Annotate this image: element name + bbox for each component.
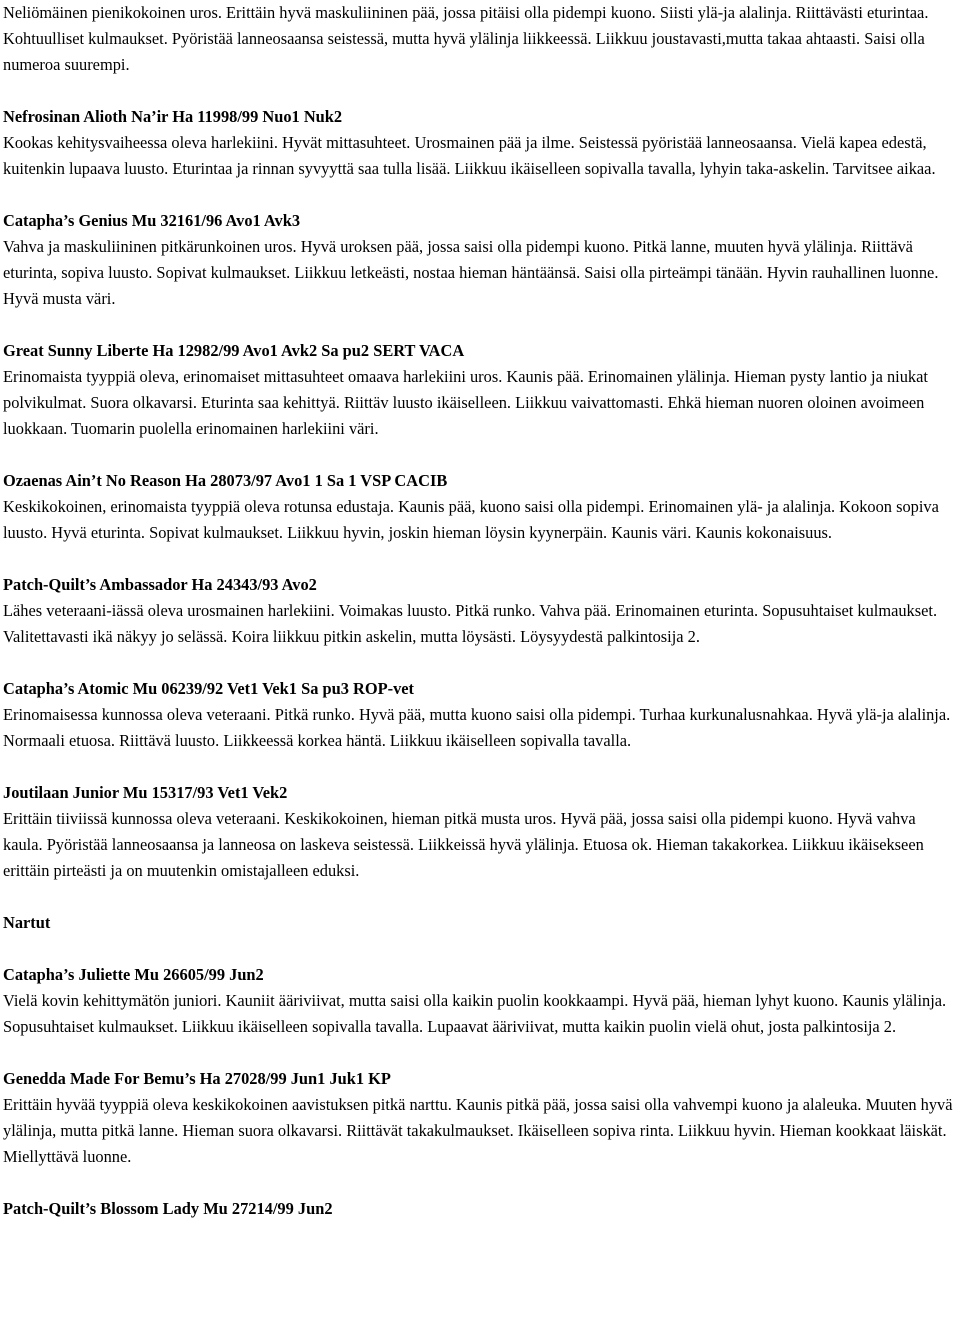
intro-critique-text: Neliömäinen pienikokoinen uros. Erittäin hyvä maskuliininen pää, jossa pitäisi olla pidempi kuono. Siisti ylä-ja alalinja. Riittävästi eturintaa. Kohtuulliset kulmaukset. Pyöristää lanneosaansa seistessä, mutta hyvä ylälinja liikkeessä. Liikkuu joustavasti,mutta takaa ahtaasti. Saisi olla numeroa suurempi. [3,3,929,74]
judge-critique-document [3,0,955,1222]
female-entry-1 [3,962,955,1040]
dog-entry-heading: Catapha’s Juliette Mu 26605/99 Jun2 [3,965,264,984]
male-entry-2 [3,208,955,312]
female-entry-2 [3,1066,955,1170]
dog-entry-heading: Patch-Quilt’s Ambassador Ha 24343/93 Avo2 [3,575,317,594]
dog-entry-heading: Ozaenas Ain’t No Reason Ha 28073/97 Avo1 1 Sa 1 VSP CACIB [3,471,448,490]
dog-critique-text: Keskikokoinen, erinomaista tyyppiä oleva rotunsa edustaja. Kaunis pää, kuono saisi olla pidempi. Erinomainen ylä- ja alalinja. Kokoon sopiva luusto. Hyvä eturinta. Sopivat kulmaukset. Liikkuu hyvin, joskin hieman löysin kyynerpäin. Kaunis väri. Kaunis kokonaisuus. [3,497,939,542]
dog-critique-text: Erinomaista tyyppiä oleva, erinomaiset mittasuhteet omaava harlekiini uros. Kaunis pää. Erinomainen ylälinja. Hieman pysty lantio ja niukat polvikulmat. Suora olkavarsi. Eturinta saa kehittyä. Riittäv luusto ikäiselleen. Liikkuu vaivattomasti. Ehkä hieman nuoren oloinen avoimeen luokkaan. Tuomarin puolella erinomainen harlekiini väri. [3,367,928,438]
male-entry-4 [3,468,955,546]
male-entry-1 [3,104,955,182]
dog-entry-heading: Great Sunny Liberte Ha 12982/99 Avo1 Avk2 Sa pu2 SERT VACA [3,341,465,360]
dog-critique-text: Erittäin tiiviissä kunnossa oleva veteraani. Keskikokoinen, hieman pitkä musta uros. Hyvä pää, jossa saisi olla pidempi kuono. Hyvä vahva kaula. Pyöristää lanneosaansa ja lanneosa on laskeva seistessä. Liikkeissä hyvä ylälinja. Etuosa ok. Hieman takakorkea. Liikkuu ikäisekseen erittäin pirteästi ja on muutenkin omistajalleen eduksi. [3,809,924,880]
dog-entry-heading: Catapha’s Genius Mu 32161/96 Avo1 Avk3 [3,211,301,230]
female-entry-3 [3,1196,955,1222]
dog-critique-text: Kookas kehitysvaiheessa oleva harlekiini. Hyvät mittasuhteet. Urosmainen pää ja ilme. Seistessä pyöristää lanneosaansa. Vielä kapea edestä, kuitenkin lupaava luusto. Eturintaa ja rinnan syvyyttä saa tulla lisää. Liikkuu ikäiselleen sopivalla tavalla, lyhyin taka-askelin. Tarvitsee aikaa. [3,133,936,178]
dog-critique-text: Lähes veteraani-iässä oleva urosmainen harlekiini. Voimakas luusto. Pitkä runko. Vahva pää. Erinomainen eturinta. Sopusuhtaiset kulmaukset. Valitettavasti ikä näkyy jo selässä. Koira liikkuu pitkin askelin, mutta löysästi. Löysyydestä palkintosija 2. [3,601,938,646]
dog-entry-heading: Patch-Quilt’s Blossom Lady Mu 27214/99 Jun2 [3,1199,333,1218]
dog-entry-heading: Joutilaan Junior Mu 15317/93 Vet1 Vek2 [3,783,288,802]
dog-critique-text: Erittäin hyvää tyyppiä oleva keskikokoinen aavistuksen pitkä narttu. Kaunis pitkä pää, jossa saisi olla vahvempi kuono ja alaleuka. Muuten hyvä ylälinja, mutta pitkä lanne. Hieman suora olkavarsi. Riittävät takakulmaukset. Ikäiselleen sopiva rinta. Liikkuu hyvin. Hieman kookkaat läiskät. Miellyttävä luonne. [3,1095,953,1166]
male-entry-3 [3,338,955,442]
dog-critique-text: Erinomaisessa kunnossa oleva veteraani. Pitkä runko. Hyvä pää, mutta kuono saisi olla pidempi. Turhaa kurkunalusnahkaa. Hyvä ylä-ja alalinja. Normaali etuosa. Riittävä luusto. Liikkeessä korkea häntä. Liikkuu ikäiselleen sopivalla tavalla. [3,705,951,750]
dog-entry-heading: Genedda Made For Bemu’s Ha 27028/99 Jun1 Juk1 KP [3,1069,391,1088]
male-entry-5 [3,572,955,650]
male-entry-7 [3,780,955,884]
dog-entry-heading: Catapha’s Atomic Mu 06239/92 Vet1 Vek1 Sa pu3 ROP-vet [3,679,415,698]
dog-critique-text: Vahva ja maskuliininen pitkärunkoinen uros. Hyvä uroksen pää, jossa saisi olla pidempi kuono. Pitkä lanne, muuten hyvä ylälinja. Riittävä eturinta, sopiva luusto. Sopivat kulmaukset. Liikkuu letkeästi, nostaa hieman häntäänsä. Saisi olla pirteämpi tänään. Hyvin rauhallinen luonne. Hyvä musta väri. [3,237,939,308]
male-entry-6 [3,676,955,754]
dog-critique-text: Vielä kovin kehittymätön juniori. Kauniit ääriviivat, mutta saisi olla kaikin puolin kookkaampi. Hyvä pää, hieman lyhyt kuono. Kaunis ylälinja. Sopusuhtaiset kulmaukset. Liikkuu ikäiselleen sopivalla tavalla. Lupaavat ääriviivat, mutta kaikin puolin vielä ohut, josta palkintosija 2. [3,991,947,1036]
females-section-title: Nartut [3,913,51,932]
dog-entry-heading: Nefrosinan Alioth Na’ir Ha 11998/99 Nuo1 Nuk2 [3,107,343,126]
